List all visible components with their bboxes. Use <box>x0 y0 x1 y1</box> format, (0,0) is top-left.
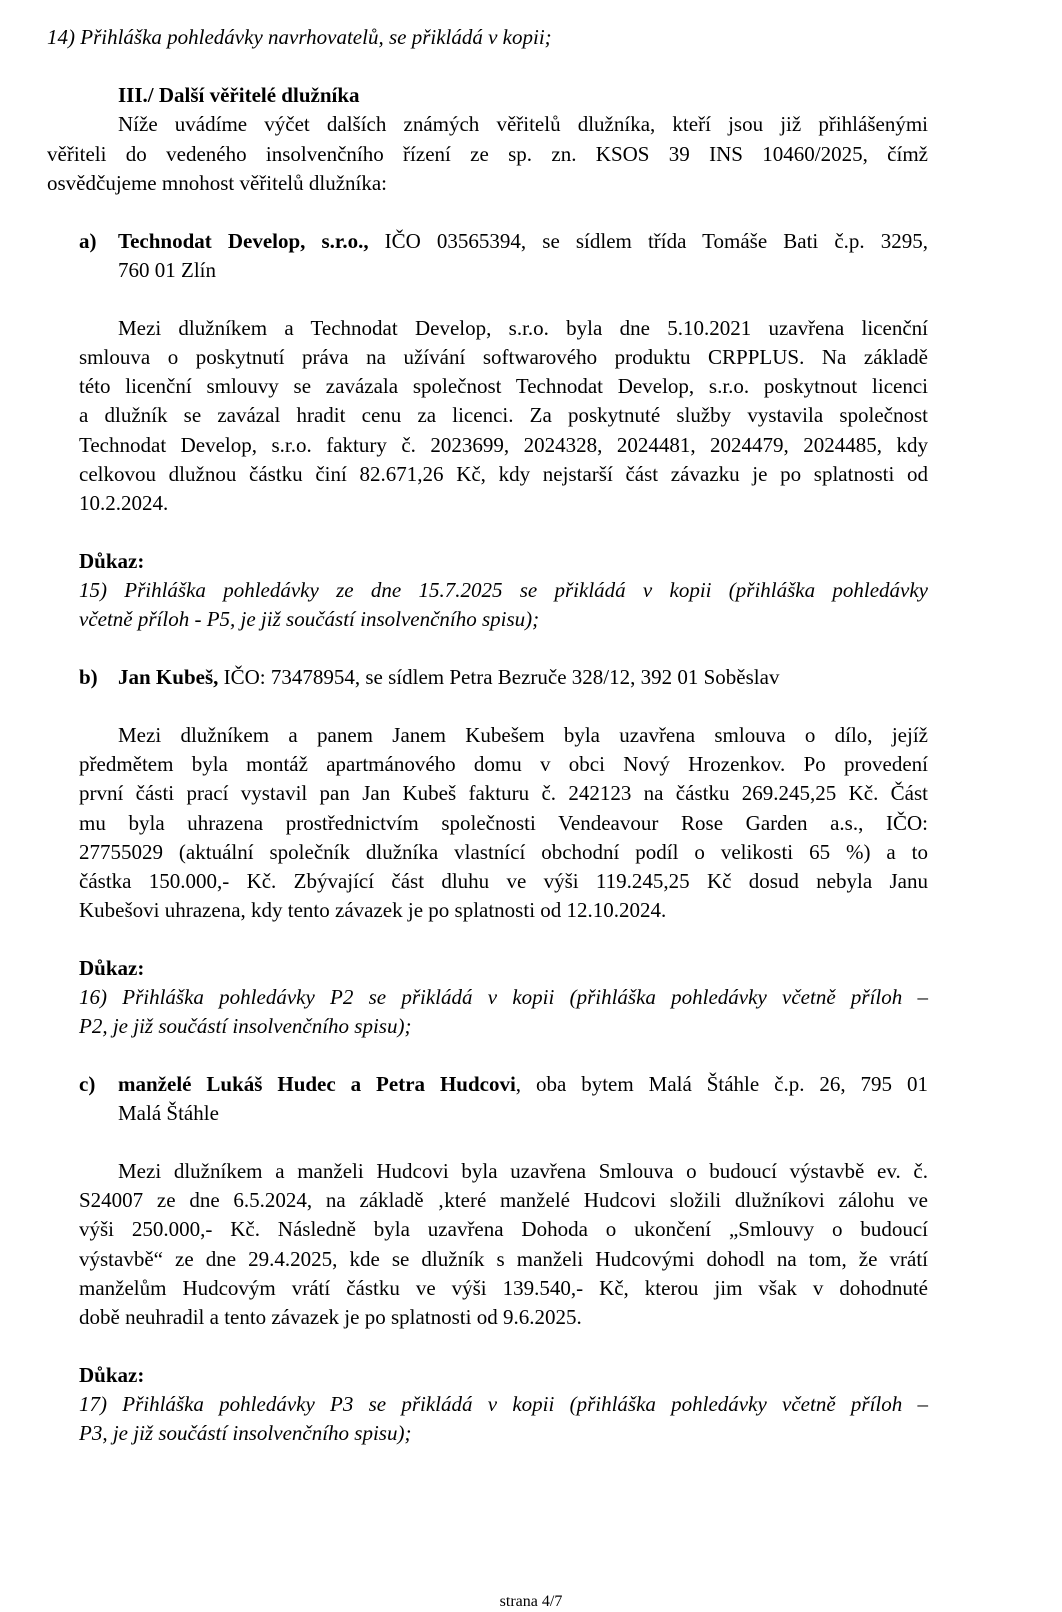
creditor-address: , oba bytem Malá Štáhle č.p. 26, 795 01 <box>515 1072 928 1096</box>
body-line: Mezi dlužníkem a Technodat Develop, s.r.o. byla dne 5.10.2021 uzavřena licenční <box>118 316 928 340</box>
body-line: Mezi dlužníkem a manželi Hudcovi byla uzavřena Smlouva o budoucí výstavbě ev. č. <box>118 1159 928 1183</box>
body-line: a dlužník se zavázal hradit cenu za licenci. Za poskytnuté služby vystavila společnost <box>79 403 928 427</box>
creditor-name: Jan Kubeš, <box>118 665 219 689</box>
evidence-line: P3, je již součástí insolvenčního spisu); <box>79 1421 412 1445</box>
body-line: 10.2.2024. <box>79 491 169 515</box>
intro-line: osvědčujeme mnohost věřitelů dlužníka: <box>47 171 387 195</box>
creditor-address: 760 01 Zlín <box>118 258 216 282</box>
evidence-item-14: 14) Přihláška pohledávky navrhovatelů, se přikládá v kopii; <box>47 25 552 49</box>
body-line: S24007 ze dne 6.5.2024, na základě ‚které manželé Hudcovi složili dlužníkovi zálohu ve <box>79 1188 928 1212</box>
body-line: Technodat Develop, s.r.o. faktury č. 2023699, 2024328, 2024481, 2024479, 2024485, kdy <box>79 433 928 457</box>
page-number: strana 4/7 <box>499 1593 563 1610</box>
intro-line: Níže uvádíme výčet dalších známých věřitelů dlužníka, kteří jsou již přihlášenými <box>118 112 928 136</box>
body-line: této licenční smlouvy se zavázala společnost Technodat Develop, s.r.o. poskytnout licenci <box>79 374 928 398</box>
creditor-address: Malá Štáhle <box>118 1101 219 1125</box>
evidence-label: Důkaz: <box>79 1363 145 1387</box>
body-line: výši 250.000,- Kč. Následně byla uzavřena Dohoda o ukončení „Smlouvy o budoucí <box>79 1217 928 1241</box>
body-line: manželům Hudcovým vrátí částku ve výši 139.540,- Kč, kterou jim však v dohodnuté <box>79 1276 928 1300</box>
creditor-address: IČO 03565394, se sídlem třída Tomáše Bati č.p. 3295, <box>368 229 928 253</box>
body-line: mu byla uhrazena prostřednictvím společnosti Vendeavour Rose Garden a.s., IČO: <box>79 811 928 835</box>
creditor-address: IČO: 73478954, se sídlem Petra Bezruče 328/12, 392 01 Soběslav <box>218 665 780 689</box>
evidence-line: P2, je již součástí insolvenčního spisu); <box>79 1014 412 1038</box>
body-line: celkovou dlužnou částku činí 82.671,26 Kč, kdy nejstarší část závazku je po splatnosti od <box>79 462 928 486</box>
creditor-marker: c) <box>79 1072 96 1096</box>
intro-line: věřiteli do vedeného insolvenčního řízení ze sp. zn. KSOS 39 INS 10460/2025, čímž <box>47 142 928 166</box>
creditor-header <box>118 662 779 692</box>
body-line: 27755029 (aktuální společník dlužníka vlastnící obchodní podíl o velikosti 65 %) a to <box>79 840 928 864</box>
body-line: předmětem byla montáž apartmánového domu v obci Nový Hrozenkov. Po provedení <box>79 752 928 776</box>
creditor-name: manželé Lukáš Hudec a Petra Hudcovi <box>118 1072 516 1096</box>
body-line: částka 150.000,- Kč. Zbývající část dluhu ve výši 119.245,25 Kč dosud nebyla Janu <box>79 869 928 893</box>
section-heading: III./ Další věřitelé dlužníka <box>118 83 360 107</box>
evidence-line: včetně příloh - P5, je již součástí insolvenčního spisu); <box>79 607 540 631</box>
creditor-marker: a) <box>79 229 97 253</box>
body-line: Kubešovi uhrazena, kdy tento závazek je po splatnosti od 12.10.2024. <box>79 898 667 922</box>
evidence-label: Důkaz: <box>79 956 145 980</box>
evidence-line: 16) Přihláška pohledávky P2 se přikládá v kopii (přihláška pohledávky včetně příloh – <box>79 985 928 1009</box>
creditor-header <box>118 1069 928 1099</box>
body-line: výstavbě“ ze dne 29.4.2025, kde se dlužník s manželi Hudcovými dohodl na tom, že vrátí <box>79 1247 928 1271</box>
evidence-label: Důkaz: <box>79 549 145 573</box>
evidence-line: 17) Přihláška pohledávky P3 se přikládá v kopii (přihláška pohledávky včetně příloh – <box>79 1392 928 1416</box>
body-line: době neuhradil a tento závazek je po splatnosti od 9.6.2025. <box>79 1305 582 1329</box>
body-line: první části prací vystavil pan Jan Kubeš fakturu č. 242123 na částku 269.245,25 Kč. Část <box>79 781 928 805</box>
creditor-header <box>118 226 928 256</box>
creditor-name: Technodat Develop, s.r.o., <box>118 229 369 253</box>
evidence-line: 15) Přihláška pohledávky ze dne 15.7.2025 se přikládá v kopii (přihláška pohledávky <box>79 578 928 602</box>
body-line: Mezi dlužníkem a panem Janem Kubešem byla uzavřena smlouva o dílo, jejíž <box>118 723 928 747</box>
body-line: smlouva o poskytnutí práva na užívání softwarového produktu CRPPLUS. Na základě <box>79 345 928 369</box>
creditor-marker: b) <box>79 665 98 689</box>
